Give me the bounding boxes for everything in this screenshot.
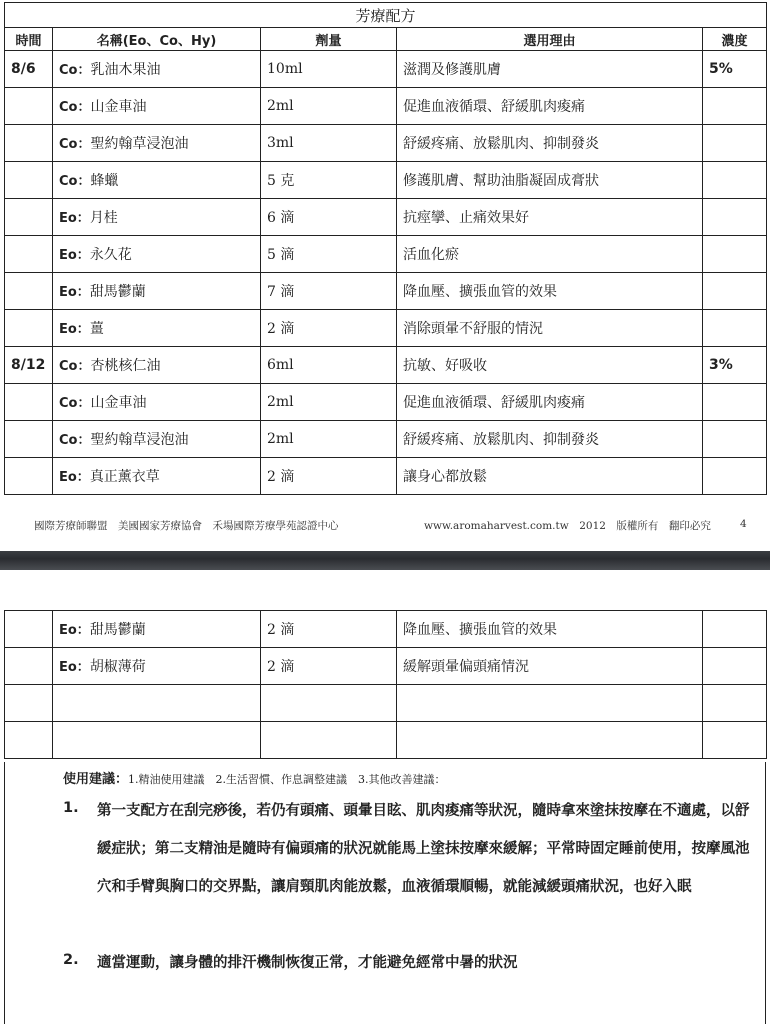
- cell-name: [53, 611, 261, 648]
- cell-dose: 2 滴: [261, 310, 397, 347]
- cell-name: [53, 162, 261, 199]
- footer-orgs: 國際芳療師聯盟 美國國家芳療協會 禾場國際芳療學苑認證中心: [34, 520, 339, 532]
- cell-concentration: [703, 88, 767, 125]
- cell-reason: 消除頭暈不舒服的情況: [397, 310, 703, 347]
- cell-reason: 抗痙攣、止痛效果好: [397, 199, 703, 236]
- cell-name: [53, 125, 261, 162]
- oil-name: 山金車油: [90, 395, 147, 411]
- cell-dose: 7 滴: [261, 273, 397, 310]
- cell-reason: [397, 685, 703, 722]
- table-row: [5, 273, 767, 310]
- oil-type: Eo：: [59, 285, 90, 300]
- table-row: [5, 236, 767, 273]
- header-concentration: 濃度: [703, 28, 767, 51]
- cell-concentration: [703, 125, 767, 162]
- cell-reason: [397, 722, 703, 759]
- cell-reason: 舒緩疼痛、放鬆肌肉、抑制發炎: [397, 125, 703, 162]
- cell-reason: 舒緩疼痛、放鬆肌肉、抑制發炎: [397, 421, 703, 458]
- cell-name: [53, 310, 261, 347]
- cell-concentration: [703, 384, 767, 421]
- cell-time: [5, 162, 53, 199]
- page-5: [0, 570, 770, 1024]
- oil-name: 薑: [89, 321, 104, 337]
- cell-time: [5, 722, 53, 759]
- cell-name: [53, 347, 261, 384]
- cell-concentration: 3%: [703, 347, 767, 384]
- oil-name: 胡椒薄荷: [89, 659, 146, 675]
- table-row: [5, 611, 767, 648]
- cell-name: [53, 722, 261, 759]
- cell-concentration: [703, 310, 767, 347]
- oil-name: 甜馬鬱蘭: [89, 284, 146, 300]
- cell-dose: 2ml: [261, 88, 397, 125]
- cell-dose: [261, 722, 397, 759]
- table-row: [5, 162, 767, 199]
- cell-reason: 降血壓、擴張血管的效果: [397, 611, 703, 648]
- footer-page-number: 4: [740, 518, 747, 530]
- oil-type: Co：: [59, 433, 91, 448]
- table-row: [5, 722, 767, 759]
- oil-type: Co：: [59, 174, 91, 189]
- usage-advice: [4, 762, 766, 1024]
- cell-time: [5, 384, 53, 421]
- cell-concentration: [703, 236, 767, 273]
- recipe-table-continued: [4, 610, 767, 759]
- header-time: 時間: [5, 28, 53, 51]
- oil-name: 乳油木果油: [90, 62, 161, 78]
- table-row: [5, 347, 767, 384]
- oil-type: Co：: [59, 396, 91, 411]
- cell-name: [53, 648, 261, 685]
- cell-concentration: [703, 685, 767, 722]
- cell-time: [5, 458, 53, 495]
- cell-dose: 5 滴: [261, 236, 397, 273]
- oil-name: 蜂蠟: [90, 173, 119, 189]
- header-row: [5, 28, 767, 51]
- cell-name: [53, 458, 261, 495]
- cell-name: [53, 685, 261, 722]
- cell-name: [53, 421, 261, 458]
- advice-subtitle: 1.精油使用建議 2.生活習慣、作息調整建議 3.其他改善建議：: [128, 773, 446, 786]
- cell-time: [5, 648, 53, 685]
- cell-reason: 促進血液循環、舒緩肌肉痠痛: [397, 384, 703, 421]
- cell-dose: 6 滴: [261, 199, 397, 236]
- table-row: [5, 125, 767, 162]
- cell-concentration: [703, 273, 767, 310]
- advice-item-text: 適當運動，讓身體的排汗機制恢復正常，才能避免經常中暑的狀況: [97, 955, 518, 971]
- cell-reason: 活血化瘀: [397, 236, 703, 273]
- table-row: [5, 421, 767, 458]
- footer-site: www.aromaharvest.com.tw 2012 版權所有 翻印必究: [424, 520, 711, 532]
- oil-type: Co：: [59, 100, 91, 115]
- cell-dose: 2ml: [261, 421, 397, 458]
- cell-name: [53, 88, 261, 125]
- cell-reason: 滋潤及修護肌膚: [397, 51, 703, 88]
- cell-dose: 5 克: [261, 162, 397, 199]
- cell-time: [5, 611, 53, 648]
- advice-label: 使用建議：: [63, 772, 129, 787]
- oil-name: 真正薰衣草: [89, 469, 160, 485]
- oil-name: 聖約翰草浸泡油: [90, 432, 189, 448]
- header-dose: 劑量: [261, 28, 397, 51]
- table-row: [5, 310, 767, 347]
- cell-concentration: [703, 162, 767, 199]
- cell-name: [53, 199, 261, 236]
- oil-type: Co：: [59, 63, 91, 78]
- header-name: 名稱(Eo、Co、Hy): [53, 28, 261, 51]
- advice-item-number: 1.: [63, 800, 79, 816]
- oil-type: Co：: [59, 359, 91, 374]
- cell-concentration: [703, 611, 767, 648]
- table-row: [5, 384, 767, 421]
- cell-name: [53, 51, 261, 88]
- cell-time: [5, 236, 53, 273]
- cell-dose: 2 滴: [261, 611, 397, 648]
- cell-dose: 2 滴: [261, 458, 397, 495]
- oil-name: 月桂: [89, 210, 118, 226]
- cell-reason: 促進血液循環、舒緩肌肉痠痛: [397, 88, 703, 125]
- oil-type: Eo：: [59, 211, 90, 226]
- cell-name: [53, 273, 261, 310]
- table-row: [5, 51, 767, 88]
- table-row: [5, 685, 767, 722]
- oil-type: Eo：: [59, 470, 90, 485]
- advice-item-number: 2.: [63, 952, 79, 968]
- oil-name: 山金車油: [90, 99, 147, 115]
- oil-name: 杏桃核仁油: [90, 358, 161, 374]
- cell-reason: 降血壓、擴張血管的效果: [397, 273, 703, 310]
- cell-time: [5, 125, 53, 162]
- cell-concentration: [703, 199, 767, 236]
- oil-type: Eo：: [59, 322, 90, 337]
- cell-name: [53, 236, 261, 273]
- cell-dose: 2 滴: [261, 648, 397, 685]
- oil-name: 甜馬鬱蘭: [89, 622, 146, 638]
- cell-reason: 修護肌膚、幫助油脂凝固成膏狀: [397, 162, 703, 199]
- recipe-table: [4, 2, 767, 495]
- table-row: [5, 648, 767, 685]
- cell-concentration: [703, 421, 767, 458]
- cell-time: [5, 88, 53, 125]
- header-reason: 選用理由: [397, 28, 703, 51]
- oil-name: 聖約翰草浸泡油: [90, 136, 189, 152]
- cell-concentration: 5%: [703, 51, 767, 88]
- cell-time: 8/6: [5, 51, 53, 88]
- advice-header: [63, 768, 446, 787]
- table-row: [5, 199, 767, 236]
- table-row: [5, 88, 767, 125]
- cell-time: [5, 685, 53, 722]
- cell-reason: 抗敏、好吸收: [397, 347, 703, 384]
- cell-dose: 10ml: [261, 51, 397, 88]
- page-divider: [0, 551, 770, 570]
- table-row: [5, 458, 767, 495]
- cell-dose: [261, 685, 397, 722]
- oil-type: Eo：: [59, 248, 90, 263]
- cell-concentration: [703, 458, 767, 495]
- cell-reason: 讓身心都放鬆: [397, 458, 703, 495]
- cell-time: [5, 199, 53, 236]
- cell-time: 8/12: [5, 347, 53, 384]
- cell-dose: 2ml: [261, 384, 397, 421]
- oil-name: 永久花: [89, 247, 132, 263]
- oil-type: Eo：: [59, 623, 90, 638]
- cell-reason: 緩解頭暈偏頭痛情況: [397, 648, 703, 685]
- table-title: 芳療配方: [5, 3, 767, 28]
- advice-item-text: 第一支配方在刮完痧後，若仍有頭痛、頭暈目眩、肌肉痠痛等狀況，隨時拿來塗抹按摩在不適處，以舒緩症狀；第二支精油是隨時有偏頭痛的狀況就能馬上塗抹按摩來緩解；平常時固定睡前使用，按摩風池穴和手臂與胸口的交界點，讓肩頸肌肉能放鬆，血液循環順暢，就能減緩頭痛狀況，也好入眠: [97, 803, 750, 895]
- cell-dose: 3ml: [261, 125, 397, 162]
- oil-type: Co：: [59, 137, 91, 152]
- cell-time: [5, 310, 53, 347]
- cell-dose: 6ml: [261, 347, 397, 384]
- oil-type: Eo：: [59, 660, 90, 675]
- cell-concentration: [703, 648, 767, 685]
- cell-time: [5, 421, 53, 458]
- cell-time: [5, 273, 53, 310]
- cell-concentration: [703, 722, 767, 759]
- cell-name: [53, 384, 261, 421]
